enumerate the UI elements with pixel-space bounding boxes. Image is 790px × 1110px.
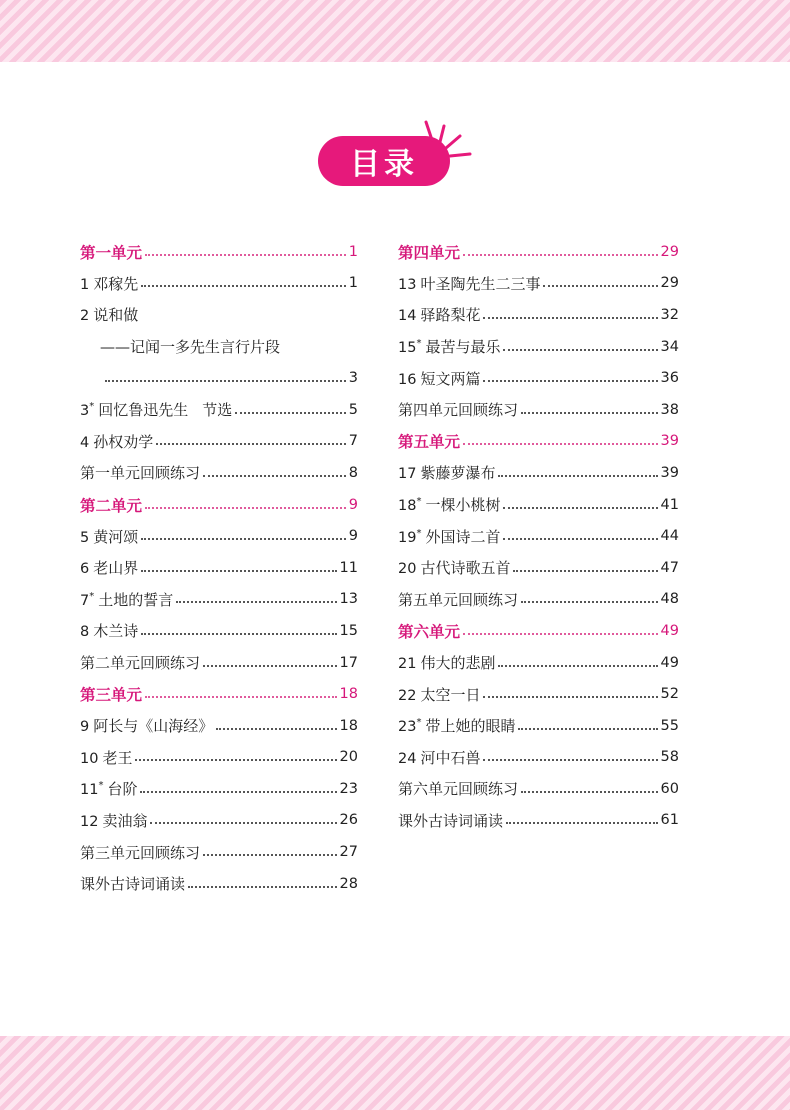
toc-entry-label xyxy=(398,336,500,357)
lesson-title: 土地的誓言 xyxy=(98,590,174,609)
dot-leader xyxy=(498,475,657,477)
dot-leader xyxy=(105,380,346,382)
dot-leader xyxy=(188,886,337,888)
lesson-title: 台阶 xyxy=(107,780,138,799)
dot-leader xyxy=(521,412,658,414)
dot-leader xyxy=(483,317,657,319)
page-number: 48 xyxy=(660,591,679,608)
lesson-number xyxy=(398,751,416,767)
lesson-title: 河中石兽 xyxy=(420,748,481,767)
dot-leader xyxy=(463,443,658,445)
page-number: 61 xyxy=(660,812,679,829)
page-number: 49 xyxy=(660,654,679,671)
lesson-title: 第三单元 xyxy=(80,686,143,705)
lesson-title: 回忆鲁迅先生 xyxy=(98,401,189,420)
lesson-number-value: 17 xyxy=(398,466,417,483)
page-number: 18 xyxy=(339,717,358,734)
lesson-number-value: 2 xyxy=(80,308,90,325)
toc-entry-label xyxy=(80,494,142,516)
page-number: 9 xyxy=(348,496,358,513)
lesson-title: 紫藤萝瀑布 xyxy=(420,464,496,483)
toc-entry-label xyxy=(80,304,138,325)
lesson-title: 第六单元回顾练习 xyxy=(398,780,519,799)
dot-leader xyxy=(145,254,346,256)
dot-leader xyxy=(463,633,658,635)
page-number: 1 xyxy=(348,275,358,292)
toc-entry[interactable] xyxy=(80,836,358,868)
dot-leader xyxy=(513,570,657,572)
page-number: 55 xyxy=(660,717,679,734)
page-number: 41 xyxy=(660,496,679,513)
page-number: 39 xyxy=(660,433,679,450)
lesson-number-value: 24 xyxy=(398,750,417,767)
lesson-title: 第二单元 xyxy=(80,496,143,515)
toc-entry-label xyxy=(398,684,480,705)
dot-leader xyxy=(203,475,346,477)
toc-entry-label xyxy=(398,462,495,483)
toc-entry[interactable] xyxy=(398,394,679,426)
lesson-title: 第一单元 xyxy=(80,243,143,262)
toc-unit-heading[interactable] xyxy=(80,236,358,268)
lesson-title: 第四单元 xyxy=(398,243,461,262)
toc-entry-label xyxy=(80,526,138,547)
lesson-title: 课外古诗词诵读 xyxy=(80,875,186,894)
lesson-number xyxy=(398,561,416,577)
lesson-title: 驿路梨花 xyxy=(420,306,481,325)
toc-entry-label xyxy=(80,652,200,673)
toc-entry[interactable] xyxy=(398,678,679,710)
toc-entry[interactable] xyxy=(80,710,358,742)
lesson-title-note: 节选 xyxy=(202,401,233,420)
toc-entry[interactable] xyxy=(80,773,358,805)
lesson-number xyxy=(398,498,421,514)
dot-leader xyxy=(141,633,336,635)
toc-entry[interactable] xyxy=(80,268,358,300)
toc-continuation[interactable] xyxy=(80,362,358,394)
dot-leader xyxy=(503,507,657,509)
dot-leader xyxy=(518,728,657,730)
toc-left-column xyxy=(80,236,358,899)
lesson-number xyxy=(398,688,416,704)
lesson-number-value: 20 xyxy=(398,561,417,578)
dot-leader xyxy=(463,254,658,256)
lesson-number-value: 21 xyxy=(398,656,417,673)
lesson-number xyxy=(398,340,421,356)
lesson-number xyxy=(398,466,416,482)
toc-entry[interactable] xyxy=(80,552,358,584)
page-number: 60 xyxy=(660,780,679,797)
lesson-number xyxy=(80,277,89,293)
toc-right-column xyxy=(398,236,679,836)
toc-entry[interactable] xyxy=(80,299,358,331)
lesson-number-value: 10 xyxy=(80,750,99,767)
lesson-title: 黄河颂 xyxy=(93,527,139,546)
toc-entry[interactable] xyxy=(398,520,679,552)
page-number: 39 xyxy=(660,464,679,481)
page-number: 28 xyxy=(339,875,358,892)
toc-entry[interactable] xyxy=(80,426,358,458)
lesson-title: 邓稼先 xyxy=(93,274,139,293)
page-number: 47 xyxy=(660,559,679,576)
lesson-number-value: 22 xyxy=(398,687,417,704)
lesson-title: ——记闻一多先生言行片段 xyxy=(100,338,281,357)
lesson-title: 第一单元回顾练习 xyxy=(80,464,201,483)
dot-leader xyxy=(203,665,337,667)
toc-entry-label xyxy=(80,273,138,294)
dot-leader xyxy=(140,791,336,793)
lesson-number xyxy=(80,561,89,577)
page-number: 38 xyxy=(660,401,679,418)
lesson-number-value: 7 xyxy=(80,592,90,609)
bottom-decorative-band xyxy=(0,1036,790,1110)
lesson-title: 课外古诗词诵读 xyxy=(398,811,504,830)
toc-entry-label xyxy=(80,589,173,610)
page-number: 29 xyxy=(660,275,679,292)
toc-entry[interactable] xyxy=(398,552,679,584)
toc-title: 目录 xyxy=(318,136,450,186)
toc-entry-label xyxy=(398,273,540,294)
self-study-star-icon: * xyxy=(98,780,104,792)
page-number: 1 xyxy=(348,243,358,260)
page-number: 23 xyxy=(339,780,358,797)
dot-leader xyxy=(141,285,346,287)
page-number: 29 xyxy=(660,243,679,260)
lesson-title: 卖油翁 xyxy=(102,811,148,830)
lesson-number-value: 18 xyxy=(398,498,417,515)
lesson-title: 木兰诗 xyxy=(93,622,139,641)
toc-entry-label xyxy=(398,620,460,642)
page-number: 34 xyxy=(660,338,679,355)
dot-leader xyxy=(483,696,657,698)
lesson-title: 最苦与最乐 xyxy=(425,338,501,357)
lesson-title: 说和做 xyxy=(93,306,139,325)
dot-leader xyxy=(141,570,336,572)
toc-entry[interactable] xyxy=(398,710,679,742)
lesson-number xyxy=(398,277,416,293)
dot-leader xyxy=(521,601,658,603)
lesson-number-value: 11 xyxy=(80,782,99,799)
lesson-number xyxy=(398,308,416,324)
page-number: 9 xyxy=(348,528,358,545)
toc-entry[interactable] xyxy=(80,394,358,426)
toc-entry[interactable] xyxy=(398,457,679,489)
lesson-number xyxy=(80,814,98,830)
lesson-number xyxy=(80,719,89,735)
lesson-number-value: 14 xyxy=(398,308,417,325)
toc-entry[interactable] xyxy=(398,362,679,394)
page-number: 26 xyxy=(339,812,358,829)
dot-leader xyxy=(141,538,346,540)
toc-entry-label xyxy=(80,842,200,863)
dot-leader xyxy=(135,759,336,761)
dot-leader xyxy=(483,759,657,761)
toc-unit-heading[interactable] xyxy=(398,426,679,458)
toc-entry-label xyxy=(80,241,142,263)
lesson-title: 第三单元回顾练习 xyxy=(80,843,201,862)
dot-leader xyxy=(506,822,658,824)
dot-leader xyxy=(176,601,336,603)
dot-leader xyxy=(216,728,336,730)
lesson-number xyxy=(80,624,89,640)
lesson-number xyxy=(80,403,94,419)
toc-entry[interactable] xyxy=(398,805,679,837)
toc-entry-label xyxy=(80,810,147,831)
toc-entry-label xyxy=(398,589,518,610)
lesson-title: 第四单元回顾练习 xyxy=(398,401,519,420)
page-number: 58 xyxy=(660,749,679,766)
lesson-number-value: 19 xyxy=(398,529,417,546)
page-number: 18 xyxy=(339,686,358,703)
lesson-number xyxy=(398,656,416,672)
toc-entry[interactable] xyxy=(398,489,679,521)
lesson-number-value: 12 xyxy=(80,813,99,830)
toc-entry-label xyxy=(80,462,200,483)
lesson-number xyxy=(80,530,89,546)
lesson-number xyxy=(80,308,89,324)
toc-entry-label xyxy=(398,652,495,673)
toc-entry-label xyxy=(80,715,213,736)
lesson-title: 第五单元 xyxy=(398,433,461,452)
lesson-title: 孙权劝学 xyxy=(93,432,154,451)
toc-entry[interactable] xyxy=(80,805,358,837)
lesson-number-value: 15 xyxy=(398,340,417,357)
toc-subtitle[interactable] xyxy=(80,331,358,363)
lesson-number xyxy=(80,782,103,798)
lesson-title: 第五单元回顾练习 xyxy=(398,590,519,609)
toc-entry[interactable] xyxy=(80,520,358,552)
lesson-number xyxy=(398,372,416,388)
toc-entry-label xyxy=(398,747,480,768)
page-number: 52 xyxy=(660,686,679,703)
lesson-number-value: 16 xyxy=(398,371,417,388)
toc-entry-label xyxy=(80,620,138,641)
dot-leader xyxy=(543,285,657,287)
self-study-star-icon: * xyxy=(89,401,95,413)
top-decorative-band xyxy=(0,0,790,62)
page-number: 3 xyxy=(348,370,358,387)
lesson-title: 外国诗二首 xyxy=(425,527,501,546)
toc-entry[interactable] xyxy=(398,647,679,679)
lesson-title: 伟大的悲剧 xyxy=(420,654,496,673)
lesson-number-value: 6 xyxy=(80,561,90,578)
page-number: 27 xyxy=(339,844,358,861)
toc-unit-heading[interactable] xyxy=(398,236,679,268)
toc-unit-heading[interactable] xyxy=(80,678,358,710)
page-number: 17 xyxy=(339,654,358,671)
dot-leader xyxy=(483,380,657,382)
toc-entry-label xyxy=(398,494,500,515)
toc-entry-label xyxy=(80,336,280,357)
lesson-title: 第二单元回顾练习 xyxy=(80,654,201,673)
dot-leader xyxy=(521,791,658,793)
page-number: 8 xyxy=(348,464,358,481)
dot-leader xyxy=(203,854,337,856)
page-number: 36 xyxy=(660,370,679,387)
toc-entry-label xyxy=(398,430,460,452)
lesson-number-value: 3 xyxy=(80,403,90,420)
toc-entry-label xyxy=(398,368,480,389)
lesson-title: 阿长与《山海经》 xyxy=(93,717,214,736)
page-number: 20 xyxy=(339,749,358,766)
sparkle-rays-icon xyxy=(420,118,476,162)
page-number: 15 xyxy=(339,622,358,639)
toc-entry[interactable] xyxy=(80,615,358,647)
lesson-number xyxy=(80,435,89,451)
toc-entry-label xyxy=(398,304,480,325)
toc-entry-label xyxy=(80,557,138,578)
page-number: 32 xyxy=(660,306,679,323)
toc-entry[interactable] xyxy=(80,647,358,679)
lesson-title: 一棵小桃树 xyxy=(425,496,501,515)
self-study-star-icon: * xyxy=(416,527,422,539)
toc-entry-label xyxy=(398,778,518,799)
dot-leader xyxy=(503,538,657,540)
lesson-title: 太空一日 xyxy=(420,685,481,704)
toc-entry[interactable] xyxy=(398,584,679,616)
dot-leader xyxy=(235,412,346,414)
lesson-number-value: 4 xyxy=(80,434,90,451)
toc-entry-label xyxy=(398,526,500,547)
self-study-star-icon: * xyxy=(416,717,422,729)
lesson-title: 古代诗歌五首 xyxy=(420,559,511,578)
page-number: 13 xyxy=(339,591,358,608)
toc-unit-heading[interactable] xyxy=(398,615,679,647)
self-study-star-icon: * xyxy=(416,496,422,508)
toc-entry-label xyxy=(398,241,460,263)
toc-entry-label xyxy=(80,431,153,452)
toc-entry[interactable] xyxy=(398,268,679,300)
dot-leader xyxy=(145,696,337,698)
lesson-number xyxy=(80,593,94,609)
toc-entry-label xyxy=(398,810,503,831)
dot-leader xyxy=(156,443,346,445)
lesson-title: 老王 xyxy=(102,748,133,767)
lesson-number-value: 23 xyxy=(398,719,417,736)
lesson-number-value: 13 xyxy=(398,276,417,293)
toc-entry-label xyxy=(398,399,518,420)
toc-entry[interactable] xyxy=(80,457,358,489)
toc-entry[interactable] xyxy=(80,584,358,616)
lesson-number-value: 8 xyxy=(80,624,90,641)
toc-entry[interactable] xyxy=(398,742,679,774)
page-number: 49 xyxy=(660,622,679,639)
lesson-title: 老山界 xyxy=(93,559,139,578)
dot-leader xyxy=(150,822,336,824)
toc-entry[interactable] xyxy=(398,331,679,363)
toc-entry-label xyxy=(398,557,510,578)
dot-leader xyxy=(498,665,657,667)
page-number: 7 xyxy=(348,433,358,450)
toc-entry[interactable] xyxy=(80,742,358,774)
page-number: 44 xyxy=(660,528,679,545)
toc-unit-heading[interactable] xyxy=(80,489,358,521)
lesson-title: 短文两篇 xyxy=(420,369,481,388)
self-study-star-icon: * xyxy=(89,591,95,602)
toc-entry[interactable] xyxy=(398,773,679,805)
toc-entry-label xyxy=(80,683,142,705)
lesson-number xyxy=(398,719,421,735)
lesson-title: 叶圣陶先生二三事 xyxy=(420,274,541,293)
lesson-number-value: 9 xyxy=(80,719,90,736)
lesson-title: 带上她的眼睛 xyxy=(425,717,516,736)
self-study-star-icon: * xyxy=(416,338,422,350)
lesson-title: 第六单元 xyxy=(398,622,461,641)
lesson-number-value: 5 xyxy=(80,529,90,546)
toc-entry-label xyxy=(80,778,137,799)
lesson-number-value: 1 xyxy=(80,276,90,293)
page-number: 11 xyxy=(339,559,358,576)
lesson-number xyxy=(398,527,422,546)
toc-entry[interactable] xyxy=(80,868,358,900)
toc-entry-label xyxy=(80,873,185,894)
dot-leader xyxy=(145,507,346,509)
page-number: 5 xyxy=(348,401,358,418)
toc-entry[interactable] xyxy=(398,299,679,331)
toc-entry-label xyxy=(80,399,232,420)
toc-entry-label xyxy=(398,715,515,736)
dot-leader xyxy=(503,349,657,351)
toc-entry-label xyxy=(80,747,132,768)
lesson-number xyxy=(80,751,98,767)
